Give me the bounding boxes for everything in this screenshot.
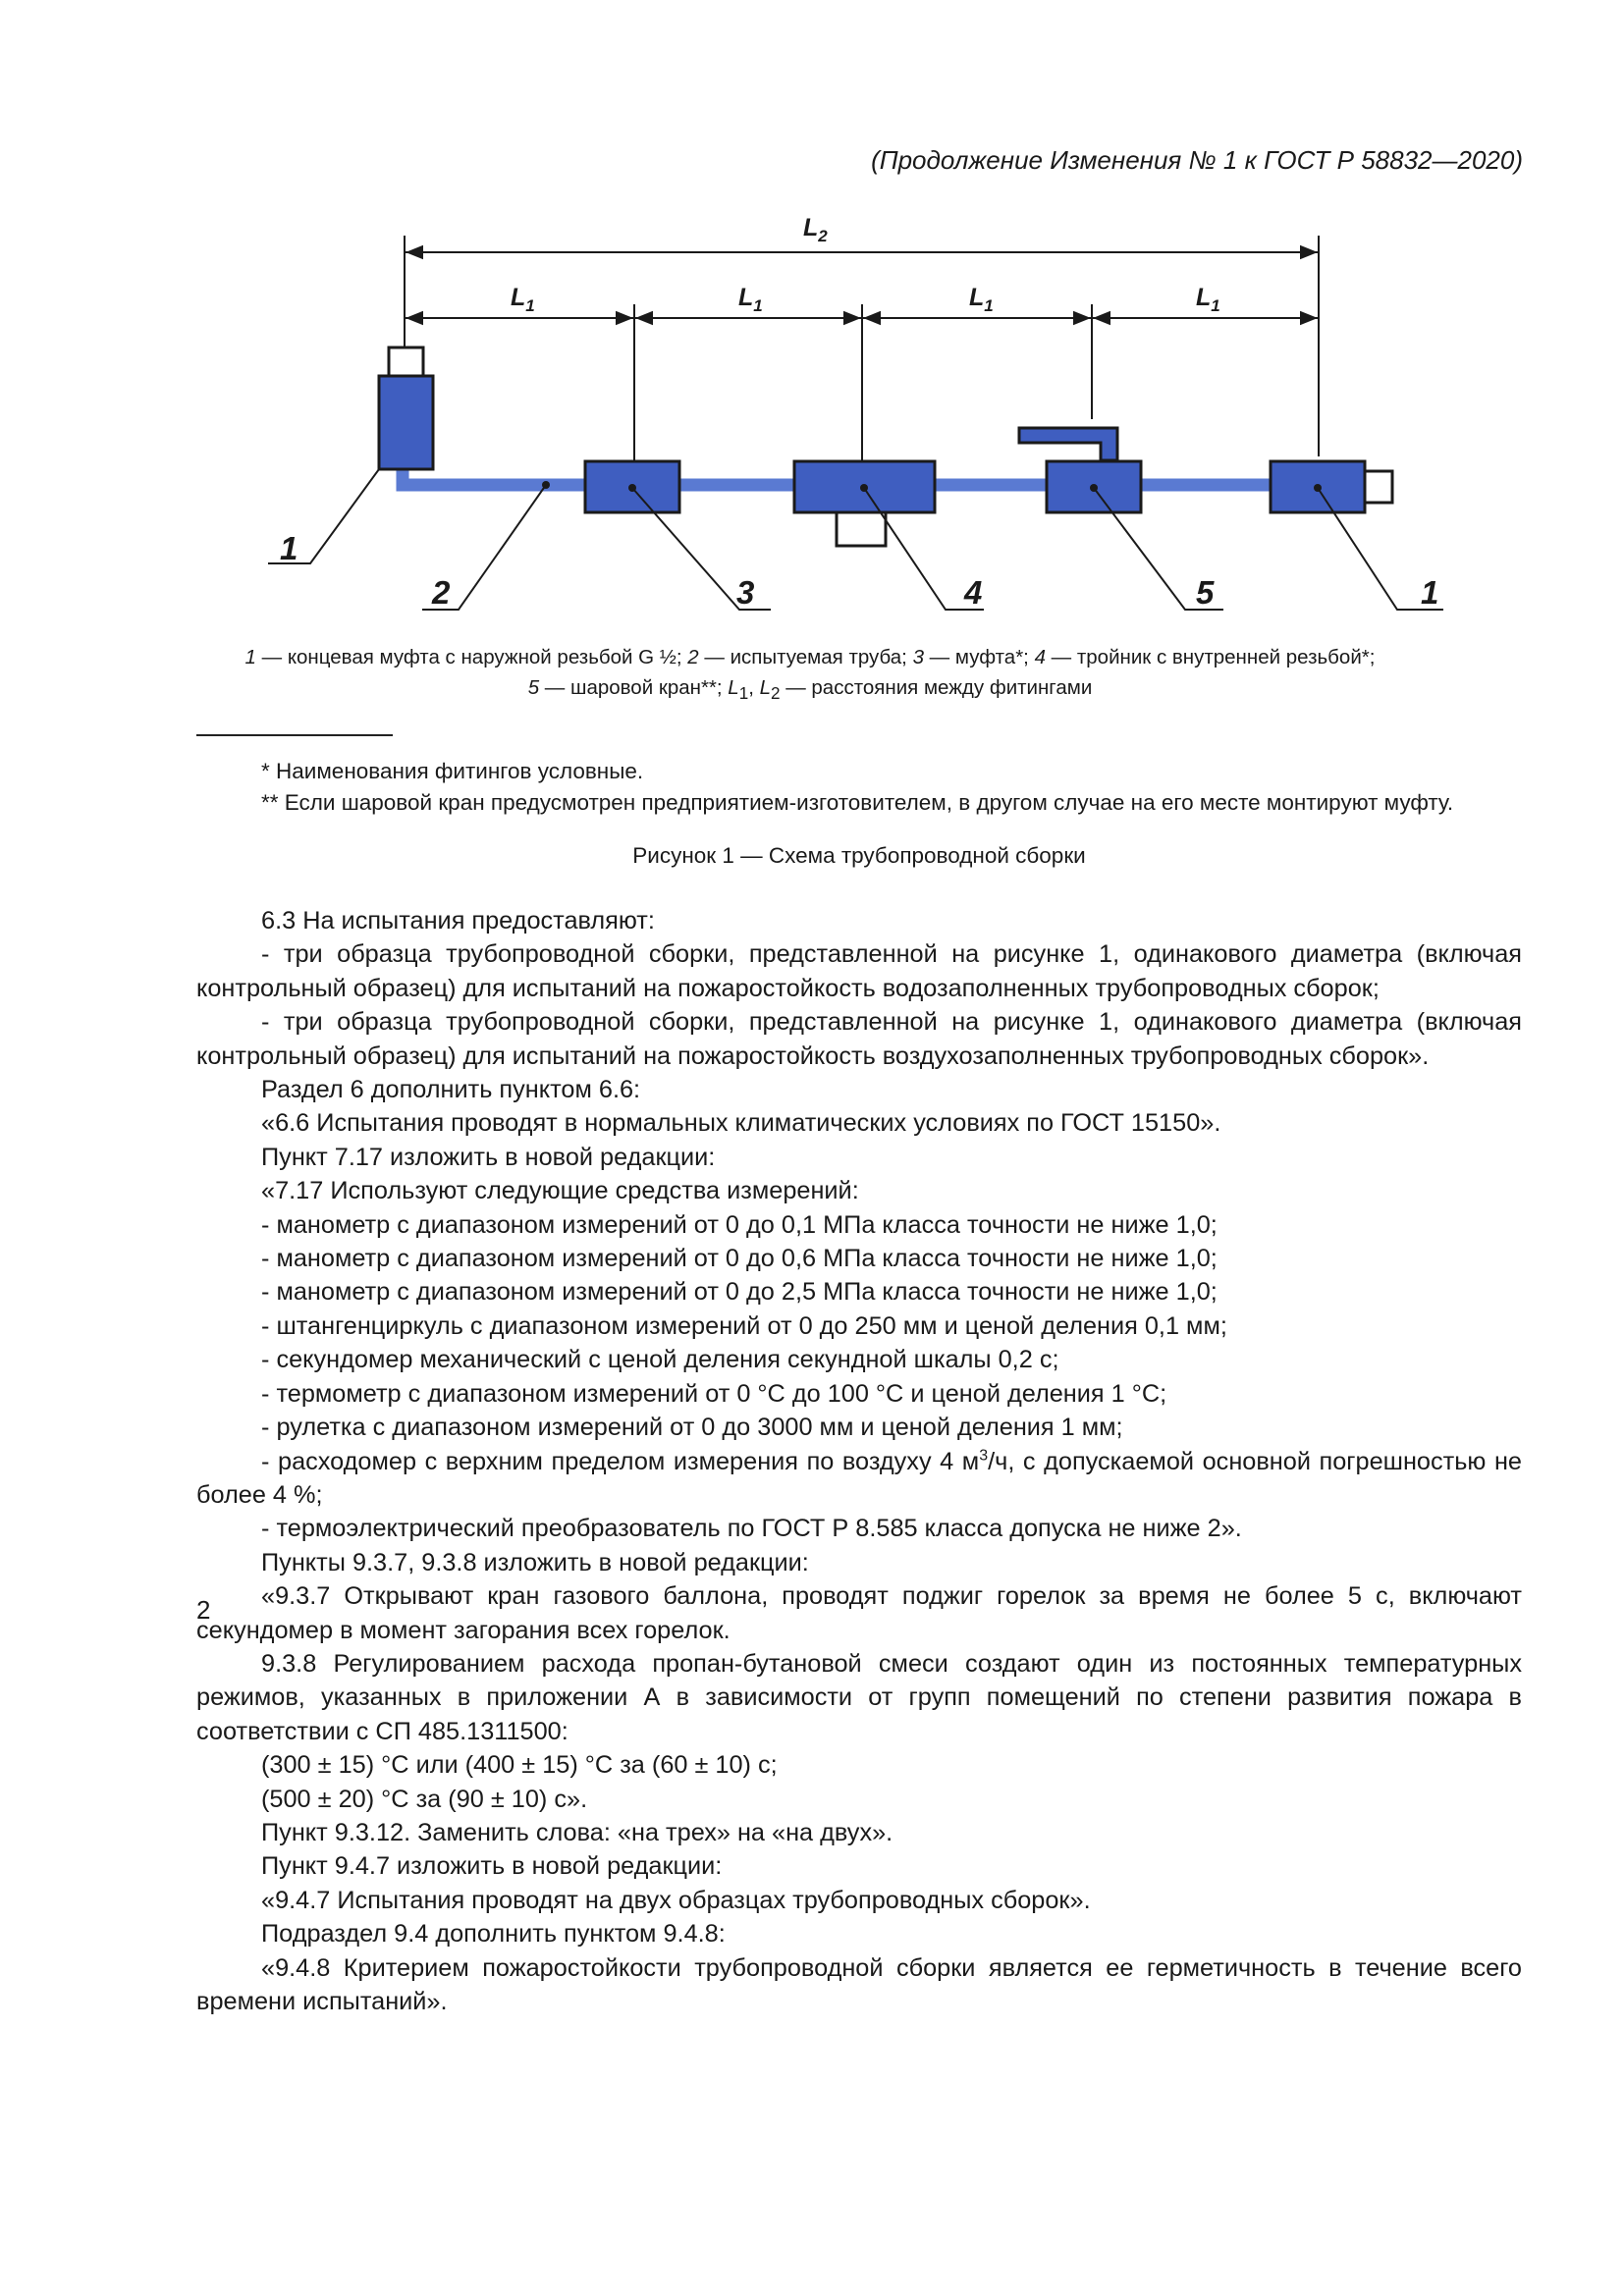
dimension-label-L2: $L_2$ [803,214,828,245]
paragraph: - три образца трубопроводной сборки, представленной на рисунке 1, одинакового диаметра (включая контрольный образец) для испытаний на пожаростойкость водозаполненных трубопроводных сборок; [196,940,1522,1002]
running-header: (Продолжение Изменения № 1 к ГОСТ Р 58832—2020) [871,145,1523,175]
paragraph: - термометр с диапазоном измерений от 0 °С до 100 °С и ценой деления 1 °С; [261,1379,1167,1408]
callout-number: 4 [964,574,983,611]
paragraph: Пункт 9.4.7 изложить в новой редакции: [261,1852,723,1881]
paragraph: - штангенциркуль с диапазоном измерений от 0 до 250 мм и ценой деления 0,1 мм; [261,1311,1227,1340]
tee-outlet [837,511,886,546]
footnote-separator [196,734,393,736]
footnote: ** Если шаровой кран предусмотрен предприятием-изготовителем, в другом случае на его месте монтируют муфту. [261,790,1454,815]
paragraph: - секундомер механический с ценой деления секундной шкалы 0,2 с; [261,1346,1059,1374]
paragraph: «9.4.8 Критерием пожаростойкости трубопроводной сборки является ее герметичность в течение всего времени испытаний». [196,1953,1522,2015]
dimension-label-L1: $L_1$ [969,284,994,315]
callout-number: 3 [736,574,755,611]
ball-valve-handle [1019,428,1117,460]
paragraph: Пункт 7.17 изложить в новой редакции: [261,1143,716,1171]
leader-dot [1314,484,1322,492]
paragraph: (500 ± 20) °С за (90 ± 10) с». [261,1785,588,1813]
leader-dot [628,484,636,492]
dimension-label-L1: $L_1$ [511,284,535,315]
figure-caption: Рисунок 1 — Схема трубопроводной сборки [632,843,1086,868]
end-coupling-right-thread [1365,471,1392,503]
paragraph: «9.4.7 Испытания проводят на двух образцах трубопроводных сборок». [261,1886,1091,1914]
paragraph: - манометр с диапазоном измерений от 0 до 0,1 МПа класса точности не ниже 1,0; [261,1210,1218,1239]
paragraph: - рулетка с диапазоном измерений от 0 до 3000 мм и ценой деления 1 мм; [261,1414,1123,1442]
paragraph: - манометр с диапазоном измерений от 0 до 2,5 МПа класса точности не ниже 1,0; [261,1278,1218,1307]
page-number: 2 [196,1595,211,1625]
paragraph: 6.3 На испытания предоставляют: [261,907,655,934]
paragraph: - расходомер с верхним пределом измерения по воздуху 4 $м^3/ч$, с допускаемой основной погрешностью не более 4 %; [196,1447,1522,1509]
paragraph: «6.6 Испытания проводят в нормальных климатических условиях по ГОСТ 15150». [261,1109,1221,1138]
figure-legend-line-1: 1 — концевая муфта с наружной резьбой G ½; 2 — испытуемая труба; 3 — муфта*; 4 — тройник с внутренней резьбой*; [244,646,1376,668]
dimension-label-L1: $L_1$ [738,284,763,315]
paragraph: - термоэлектрический преобразователь по ГОСТ Р 8.585 класса допуска не ниже 2». [261,1515,1242,1543]
leader-dot [1090,484,1098,492]
callout-number: 2 [432,574,451,611]
paragraph: - три образца трубопроводной сборки, представленной на рисунке 1, одинакового диаметра (включая контрольный образец) для испытаний на пожаростойкость воздухозаполненных трубопроводных сборок». [196,1008,1522,1070]
end-coupling-left-thread [389,347,423,376]
end-coupling-left [379,376,433,469]
paragraph: Подраздел 9.4 дополнить пунктом 9.4.8: [261,1920,726,1949]
footnote: * Наименования фитингов условные. [261,759,644,783]
footnotes [196,756,1522,819]
paragraph: 9.3.8 Регулированием расхода пропан-бутановой смеси создают один из постоянных температурных режимов, указанных в приложении А в зависимости от групп помещений по степени развития пожара в соответствии с СП 485.1311500: [196,1649,1522,1745]
leader-dot [542,481,550,489]
paragraph: Раздел 6 дополнить пунктом 6.6: [261,1076,641,1104]
paragraph: Пункт 9.3.12. Заменить слова: «на трех» на «на двух». [261,1818,893,1846]
leader-dot [860,484,868,492]
figure-legend-line-2: 5 — шаровой кран**; $L_1$, $L_2$ — расстояния между фитингами [527,676,1093,704]
paragraph: (300 ± 15) °С или (400 ± 15) °С за (60 ± 10) с; [261,1751,778,1780]
callout-number: 1 [280,530,298,566]
paragraph: - манометр с диапазоном измерений от 0 до 0,6 МПа класса точности не ниже 1,0; [261,1245,1218,1273]
callout-number: 1 [1421,574,1439,611]
paragraph: «9.3.7 Открывают кран газового баллона, проводят поджиг горелок за время не более 5 с, включают секундомер в момент загорания всех горелок. [196,1582,1522,1644]
paragraph: «7.17 Используют следующие средства измерений: [261,1177,859,1205]
dimension-label-L1: $L_1$ [1196,284,1220,315]
pipeline-assembly-diagram [0,0,1624,648]
paragraph: Пункты 9.3.7, 9.3.8 изложить в новой редакции: [261,1548,809,1576]
body-text [196,904,1522,2018]
callout-number: 5 [1196,574,1215,611]
